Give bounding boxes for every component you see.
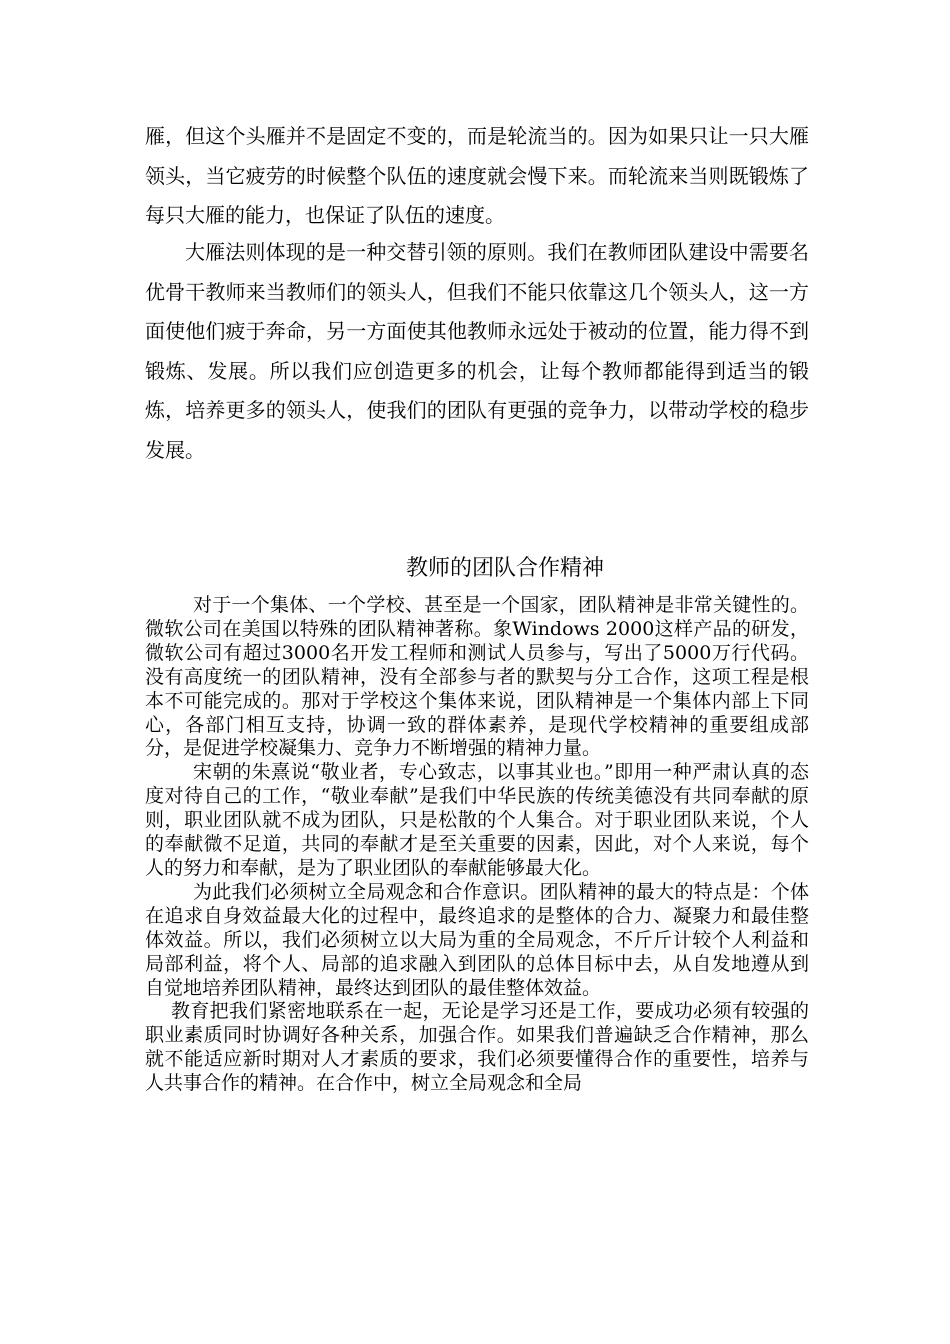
body-paragraph: 大雁法则体现的是一种交替引领的原则。我们在教师团队建设中需要名优骨干教师来当教师们的领头人，但我们不能只依靠这几个领头人，这一方面使他们疲于奔命，另一方面使其他教师永远处于被动的位置，能力得不到锻炼、发展。所以我们应创造更多的机会，让每个教师都能得到适当的锻炼，培养更多的领头人，使我们的团队有更强的竞争力，以带动学校的稳步发展。 <box>145 240 809 462</box>
body-paragraph: 雁，但这个头雁并不是固定不变的，而是轮流当的。因为如果只让一只大雁领头，当它疲劳的时候整个队伍的速度就会慢下来。而轮流来当则既锻炼了每只大雁的能力，也保证了队伍的速度。 <box>145 124 809 227</box>
section-paragraph: 对于一个集体、一个学校、甚至是一个国家，团队精神是非常关键性的。微软公司在美国以特殊的团队精神著称。象Windows 2000这样产品的研发，微软公司有超过3000名开发工程师和测试人员参与，写出了5000万行代码。没有高度统一的团队精神，没有全部参与者的默契与分工合作，这项工程是根本不可能完成的。那对于学校这个集体来说，团队精神是一个集体内部上下同心，各部门相互支持，协调一致的群体素养，是现代学校精神的重要组成部分，是促进学校凝集力、竞争力不断增强的精神力量。 <box>145 594 809 760</box>
section-paragraph: 宋朝的朱熹说“敬业者，专心致志，以事其业也。”即用一种严肃认真的态度对待自己的工作，“敬业奉献”是我们中华民族的传统美德没有共同奉献的原则，职业团队就不成为团队，只是松散的个人集合。对于职业团队来说，个人的奉献微不足道，共同的奉献才是至关重要的因素，因此，对个人来说，每个人的努力和奉献，是为了职业团队的奉献能够最大化。 <box>145 761 809 879</box>
section-body <box>145 594 809 1096</box>
section-paragraph: 为此我们必须树立全局观念和合作意识。团队精神的最大的特点是：个体在追求自身效益最大化的过程中，最终追求的是整体的合力、凝聚力和最佳整体效益。所以，我们必须树立以大局为重的全局观念，不斤斤计较个人利益和局部利益，将个人、局部的追求融入到团队的总体目标中去，从自发地遵从到自觉地培养团队精神，最终达到团队的最佳整体效益。 <box>145 880 809 999</box>
section-paragraph: 教育把我们紧密地联系在一起，无论是学习还是工作，要成功必须有较强的职业素质同时协调好各种关系，加强合作。如果我们普遍缺乏合作精神，那么就不能适应新时期对人才素质的要求，我们必须要懂得合作的重要性，培养与人共事合作的精神。在合作中，树立全局观念和全局 <box>145 1000 809 1095</box>
section-title: 教师的团队合作精神 <box>405 556 604 581</box>
